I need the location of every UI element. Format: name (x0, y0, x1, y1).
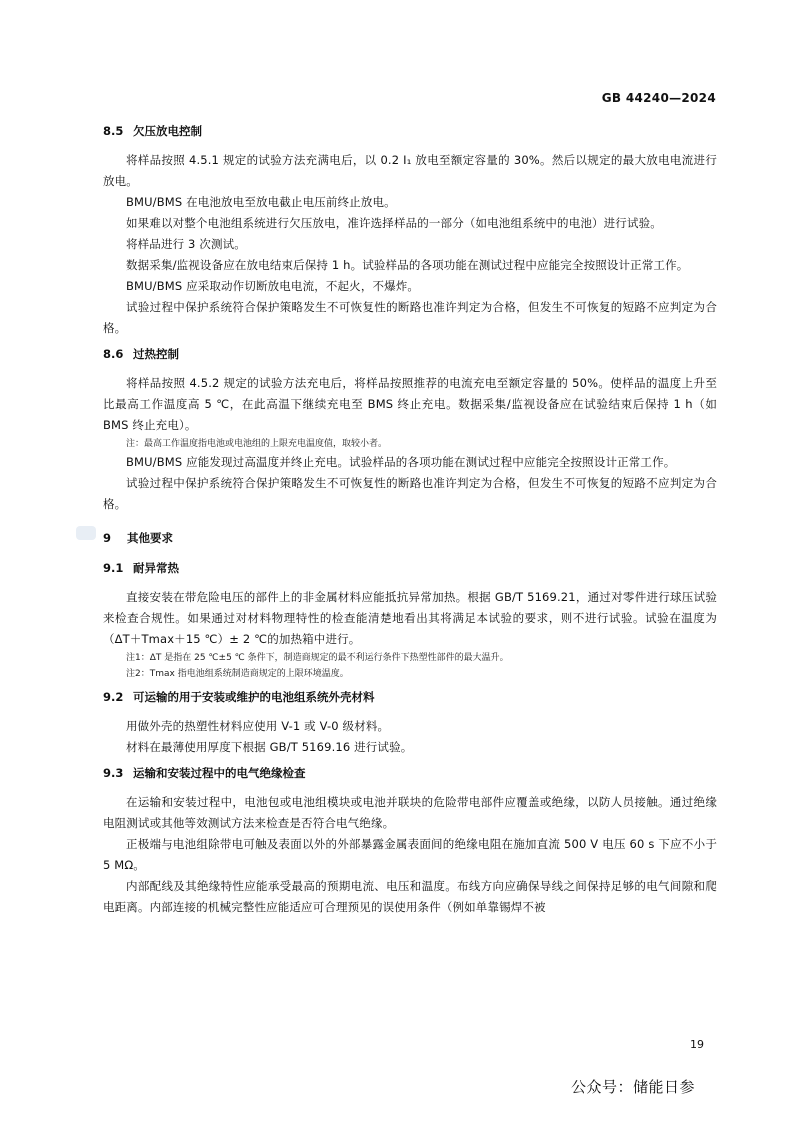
section-number: 8.6 (103, 347, 124, 361)
note: 注：最高工作温度指电池或电池组的上限充电温度值，取较小者。 (126, 439, 388, 449)
paragraph: 正极端与电池组除带电可触及表面以外的外部暴露金属表面间的绝缘电阻在施加直流 500 V 电压 60 s 下应不小于 5 MΩ。 (103, 837, 717, 872)
page-number: 19 (690, 1038, 704, 1051)
paragraph: 试验过程中保护系统符合保护策略发生不可恢复性的断路也准许判定为合格，但发生不可恢复的短路不应判定为合格。 (103, 476, 717, 511)
paragraph: 将样品进行 3 次测试。 (126, 237, 246, 251)
section-number: 9.1 (103, 561, 124, 575)
paragraph: 数据采集/监视设备应在放电结束后保持 1 h。试验样品的各项功能在测试过程中应能完全按照设计正常工作。 (126, 258, 689, 272)
paragraph: 用做外壳的热塑性材料应使用 V-1 或 V-0 级材料。 (126, 719, 390, 733)
section-heading-8-6 (103, 345, 717, 363)
note: 注2：Tmax 指电池组系统制造商规定的上限环境温度。 (126, 669, 349, 679)
note: 注1：ΔT 是指在 25 ℃±5 ℃ 条件下，制造商规定的最不利运行条件下热塑性部件的最大温升。 (126, 653, 509, 663)
chapter-title: 其他要求 (127, 531, 174, 545)
section-title: 可运输的用于安装或维护的电池组系统外壳材料 (133, 690, 375, 704)
paragraph: 直接安装在带危险电压的部件上的非金属材料应能抵抗异常加热。根据 GB/T 5169.21，通过对零件进行球压试验来检查合规性。如果通过对材料物理特性的检查能清楚地看出其将满足本试验的要求，则不进行试验。试验在温度为（ΔT＋Tmax＋15 ℃）± 2 ℃的加热箱中进行。 (103, 590, 717, 646)
section-number: 9.2 (103, 690, 124, 704)
chapter-heading-9 (103, 529, 717, 547)
side-stamp-mark (76, 526, 96, 540)
standard-number: GB 44240—2024 (601, 91, 716, 105)
paragraph: BMU/BMS 在电池放电至放电截止电压前终止放电。 (126, 195, 396, 209)
chapter-number: 9 (103, 531, 112, 545)
paragraph: 在运输和安装过程中，电池包或电池组模块或电池并联块的危险带电部件应覆盖或绝缘，以防人员接触。通过绝缘电阻测试或其他等效测试方法来检查是否符合电气绝缘。 (103, 795, 717, 830)
page-content (103, 122, 717, 918)
paragraph: 试验过程中保护系统符合保护策略发生不可恢复性的断路也准许判定为合格，但发生不可恢复的短路不应判定为合格。 (103, 300, 717, 335)
wechat-watermark: 公众号：储能日参 (571, 1078, 696, 1096)
section-title: 欠压放电控制 (133, 124, 203, 138)
paragraph: 将样品按照 4.5.2 规定的试验方法充电后，将样品按照推荐的电流充电至额定容量的 50%。使样品的温度上升至比最高工作温度高 5 ℃，在此高温下继续充电至 BMS 终止充电。数据采集/监视设备应在试验结束后保持 1 h（如 BMS 终止充电）。 (103, 376, 717, 432)
section-heading-9-3 (103, 764, 717, 782)
paragraph: 内部配线及其绝缘特性应能承受最高的预期电流、电压和温度。布线方向应确保导线之间保持足够的电气间隙和爬电距离。内部连接的机械完整性应能适应可合理预见的误使用条件（例如单靠锡焊不被 (103, 879, 717, 914)
section-number: 8.5 (103, 124, 124, 138)
section-heading-9-2 (103, 688, 717, 706)
section-number: 9.3 (103, 766, 124, 780)
section-title: 运输和安装过程中的电气绝缘检查 (133, 766, 306, 780)
section-heading-8-5 (103, 122, 717, 140)
paragraph: 将样品按照 4.5.1 规定的试验方法充满电后，以 0.2 I₁ 放电至额定容量的 30%。然后以规定的最大放电电流进行放电。 (103, 153, 717, 188)
paragraph: BMU/BMS 应采取动作切断放电电流，不起火，不爆炸。 (126, 279, 420, 293)
section-title: 耐异常热 (133, 561, 180, 575)
section-title: 过热控制 (133, 347, 180, 361)
section-heading-9-1 (103, 559, 717, 577)
paragraph: BMU/BMS 应能发现过高温度并终止充电。试验样品的各项功能在测试过程中应能完全按照设计正常工作。 (126, 455, 676, 469)
paragraph: 如果难以对整个电池组系统进行欠压放电，准许选择样品的一部分（如电池组系统中的电池）进行试验。 (126, 216, 662, 230)
paragraph: 材料在最薄使用厚度下根据 GB/T 5169.16 进行试验。 (126, 740, 413, 754)
